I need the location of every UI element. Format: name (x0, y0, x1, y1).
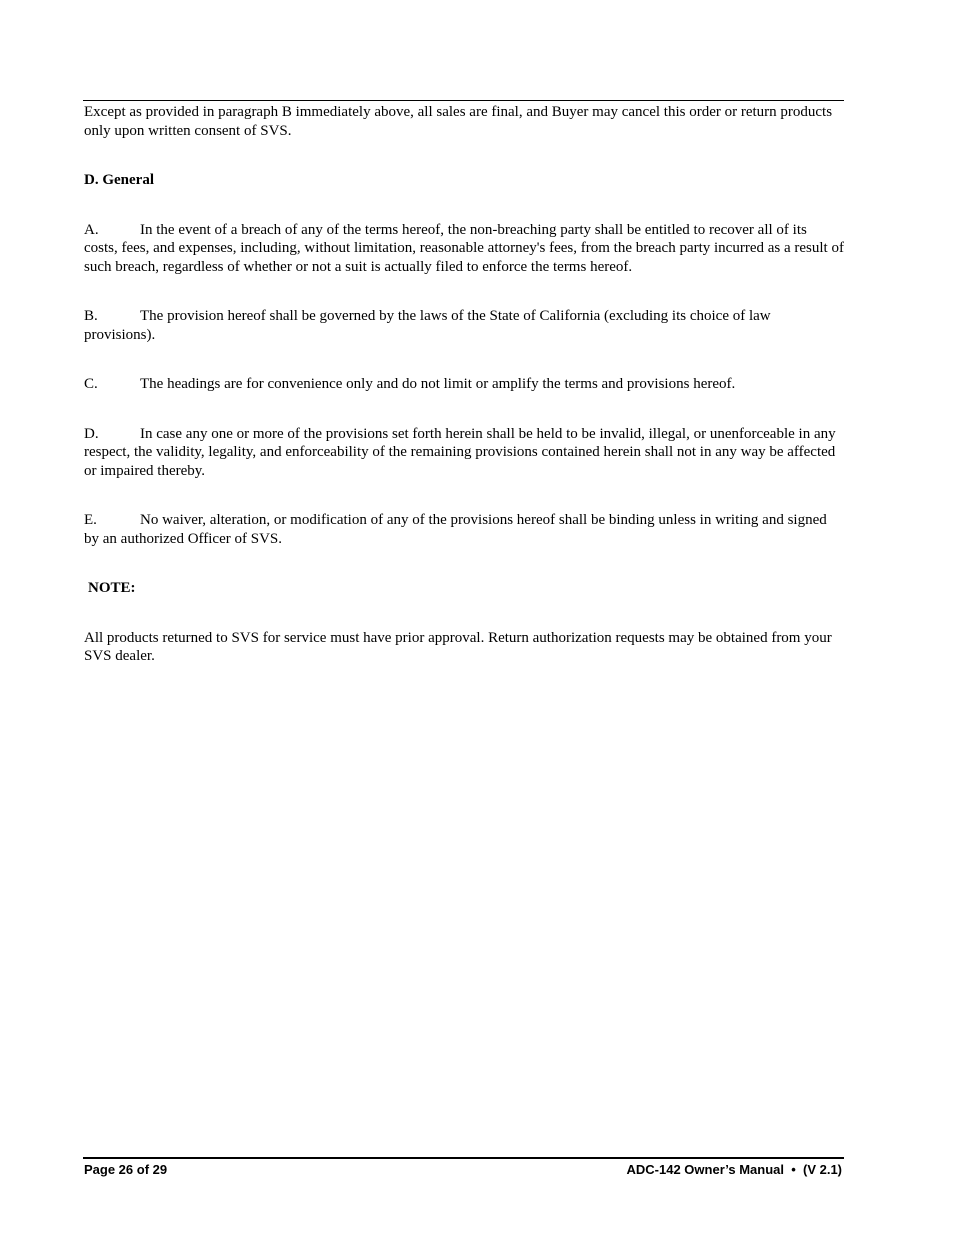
header-rule (83, 100, 844, 101)
item-letter: E. (84, 512, 97, 528)
section-heading-general: D. General (84, 172, 154, 188)
item-letter: C. (84, 376, 98, 392)
item-letter: A. (84, 221, 99, 238)
footer-page-number: Page 26 of 29 (84, 1162, 168, 1177)
item-letter: B. (84, 308, 98, 324)
note-heading: NOTE: (88, 580, 136, 596)
page-content (84, 103, 844, 666)
item-text: In case any one or more of the provisions set forth herein shall be held to be invalid, illegal, or unenforceable in any respect, the validity, legality, and enforceability of the remaining provisions contained herein shall not in any way be affected or impaired thereby. (84, 425, 836, 479)
general-item-c (84, 375, 844, 394)
general-item-e (84, 511, 844, 548)
general-item-d (84, 425, 844, 481)
intro-paragraph: Except as provided in paragraph B immediately above, all sales are final, and Buyer may cancel this order or return products only upon written consent of SVS. (84, 104, 833, 139)
note-paragraph: All products returned to SVS for service must have prior approval. Return authorization requests may be obtained from your SVS dealer. (84, 629, 832, 664)
item-text: The provision hereof shall be governed by the laws of the State of California (excluding its choice of law provisions). (84, 308, 771, 343)
item-text: The headings are for convenience only and do not limit or amplify the terms and provisions hereof. (140, 376, 736, 392)
footer-rule (83, 1157, 844, 1159)
item-text: No waiver, alteration, or modification of any of the provisions hereof shall be binding unless in writing and signed by an authorized Officer of SVS. (84, 512, 827, 547)
general-item-b (84, 307, 844, 344)
item-letter: D. (84, 425, 99, 442)
general-item-a (84, 221, 844, 277)
item-text: In the event of a breach of any of the terms hereof, the non-breaching party shall be entitled to recover all of its costs, fees, and expenses, including, without limitation, reasonable attorney's fees, from the breach party incurred as a result of such breach, regardless of whether or not a suit is actually filed to enforce the terms hereof. (84, 221, 844, 275)
footer-manual-title: ADC-142 Owner’s Manual • (V 2.1) (626, 1162, 842, 1177)
